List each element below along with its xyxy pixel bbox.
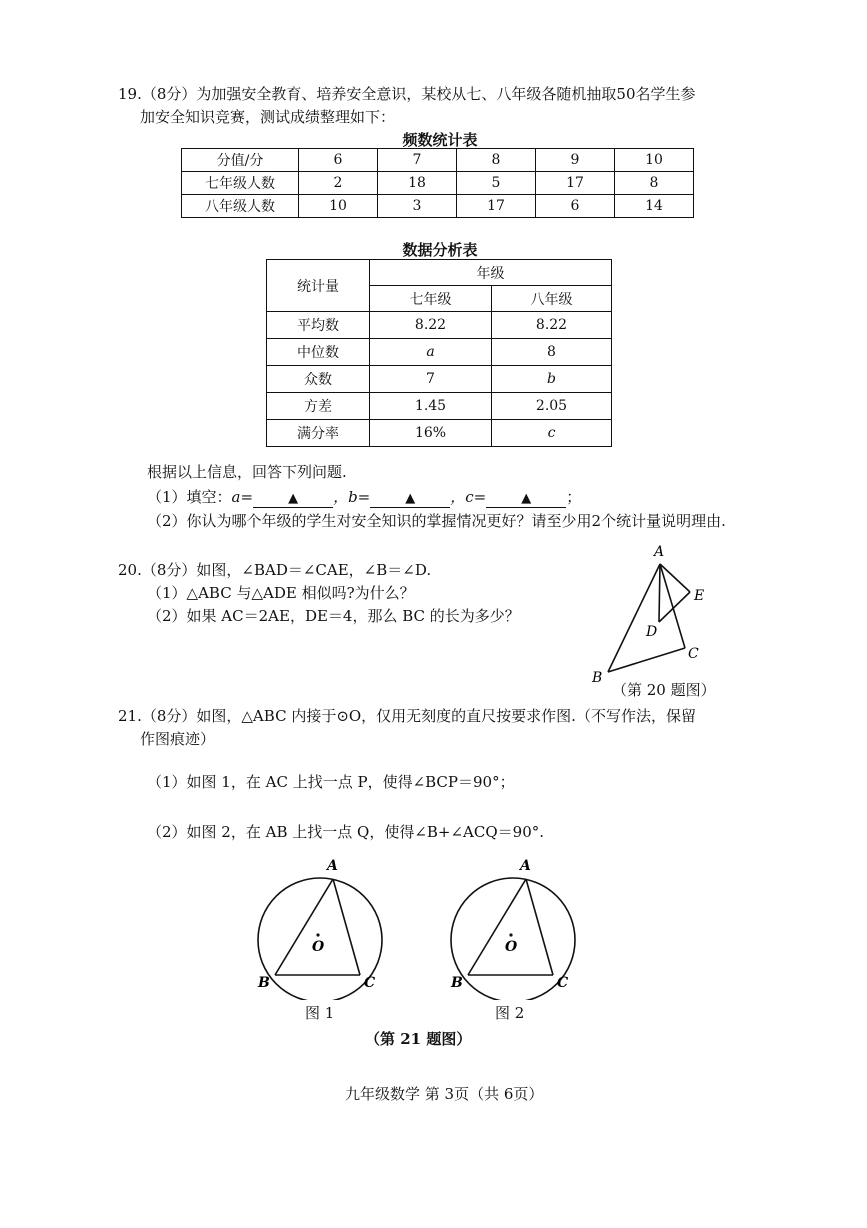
q20-line1: 20.（8分）如图，∠BAD＝∠CAE，∠B＝∠D. <box>118 561 432 579</box>
q20-caption: （第 20 题图） <box>612 681 716 699</box>
freq-cell: 八年级人数 <box>182 195 299 218</box>
q19-b-label: ，b= <box>333 488 371 506</box>
freq-header-cell: 分值/分 <box>182 149 299 172</box>
analysis-cell: 8.22 <box>370 312 492 339</box>
point-label-b-1: B <box>258 975 270 991</box>
point-label-a: A <box>654 544 665 560</box>
analysis-cell: 16% <box>370 420 492 447</box>
q19-line2: 加安全知识竞赛，测试成绩整理如下： <box>140 108 396 126</box>
freq-table-title: 频数统计表 <box>402 131 478 149</box>
freq-cell: 8 <box>615 172 694 195</box>
freq-header-cell: 10 <box>615 149 694 172</box>
q19-intro: 根据以上信息，回答下列问题. <box>147 463 347 481</box>
freq-header-cell: 8 <box>457 149 536 172</box>
point-label-b: B <box>592 670 603 686</box>
answer-blank-c[interactable]: ▲ <box>486 491 566 508</box>
freq-cell: 17 <box>457 195 536 218</box>
q21-part2: （2）如图 2，在 AB 上找一点 Q，使得∠B+∠ACQ＝90°. <box>147 823 545 841</box>
segment-ac-1 <box>333 879 360 975</box>
analysis-table-title: 数据分析表 <box>402 241 478 259</box>
freq-cell: 17 <box>536 172 615 195</box>
analysis-row <box>267 420 612 447</box>
segment-ab-1 <box>275 879 333 975</box>
analysis-cell: 7 <box>370 366 492 393</box>
answer-blank-b[interactable]: ▲ <box>370 491 450 508</box>
center-dot-1 <box>316 933 319 936</box>
point-label-o-1: O <box>312 939 325 955</box>
freq-header-cell: 9 <box>536 149 615 172</box>
q21-figure-2 <box>443 855 583 1000</box>
q19-c-label: ，c= <box>450 488 487 506</box>
freq-row-grade8 <box>182 195 694 218</box>
answer-blank-a[interactable]: ▲ <box>253 491 333 508</box>
analysis-cell: 中位数 <box>267 339 370 366</box>
point-label-d: D <box>646 624 658 640</box>
grade8-header: 八年级 <box>492 286 612 312</box>
q19-part1 <box>147 487 581 508</box>
freq-cell: 5 <box>457 172 536 195</box>
segment-bc <box>608 648 685 672</box>
analysis-cell: a <box>370 339 492 366</box>
freq-cell: 七年级人数 <box>182 172 299 195</box>
freq-cell: 18 <box>378 172 457 195</box>
point-label-b-2: B <box>451 975 463 991</box>
freq-header-cell: 7 <box>378 149 457 172</box>
point-label-c: C <box>688 646 699 662</box>
freq-cell: 14 <box>615 195 694 218</box>
analysis-row <box>267 312 612 339</box>
q20-part2: （2）如果 AC＝2AE，DE＝4，那么 BC 的长为多少？ <box>147 607 520 625</box>
grade-label-cell: 年级 <box>370 260 612 286</box>
freq-row-grade7 <box>182 172 694 195</box>
freq-header-row <box>182 149 694 172</box>
freq-cell: 3 <box>378 195 457 218</box>
stat-label-cell: 统计量 <box>267 260 370 312</box>
point-label-c-1: C <box>364 975 376 991</box>
q20-part1: （1）△ABC 与△ADE 相似吗?为什么？ <box>147 584 415 602</box>
analysis-cell: 满分率 <box>267 420 370 447</box>
analysis-header-row <box>267 260 612 286</box>
analysis-row <box>267 339 612 366</box>
segment-ab <box>608 564 660 672</box>
frequency-table <box>181 148 694 218</box>
analysis-cell: 8.22 <box>492 312 612 339</box>
q21-line2: 作图痕迹） <box>140 730 216 748</box>
grade7-header: 七年级 <box>370 286 492 312</box>
analysis-cell: 方差 <box>267 393 370 420</box>
freq-cell: 2 <box>299 172 378 195</box>
fig2-label: 图 2 <box>495 1004 525 1022</box>
center-dot-2 <box>509 933 512 936</box>
point-label-o-2: O <box>505 939 518 955</box>
analysis-cell: b <box>492 366 612 393</box>
point-label-a-2: A <box>520 858 531 874</box>
q19-part1-prefix: （1）填空： <box>147 488 232 506</box>
fig1-label: 图 1 <box>305 1004 335 1022</box>
segment-ac-2 <box>526 879 553 975</box>
point-label-e: E <box>694 588 705 604</box>
analysis-cell: 众数 <box>267 366 370 393</box>
q21-part1: （1）如图 1，在 AC 上找一点 P，使得∠BCP＝90°； <box>147 773 515 791</box>
analysis-cell: 1.45 <box>370 393 492 420</box>
segment-ab-2 <box>468 879 526 975</box>
q19-a-label: a= <box>231 488 254 506</box>
point-label-a-1: A <box>327 858 338 874</box>
analysis-cell: c <box>492 420 612 447</box>
q19-part1-end: ； <box>566 488 582 506</box>
freq-cell: 6 <box>536 195 615 218</box>
q20-triangle-figure <box>580 540 740 700</box>
analysis-row <box>267 366 612 393</box>
point-label-c-2: C <box>557 975 569 991</box>
q21-figure-1 <box>250 855 390 1000</box>
q19-line1: 19.（8分）为加强安全教育、培养安全意识，某校从七、八年级各随机抽取50名学生参 <box>118 85 696 103</box>
page-footer: 九年级数学 第 3页（共 6页） <box>345 1085 544 1103</box>
freq-header-cell: 6 <box>299 149 378 172</box>
segment-ad <box>659 564 660 622</box>
analysis-cell: 2.05 <box>492 393 612 420</box>
analysis-cell: 平均数 <box>267 312 370 339</box>
freq-cell: 10 <box>299 195 378 218</box>
analysis-cell: 8 <box>492 339 612 366</box>
q21-line1: 21.（8分）如图，△ABC 内接于⊙O，仅用无刻度的直尺按要求作图.（不写作法，保留 <box>118 707 696 725</box>
q19-part2: （2）你认为哪个年级的学生对安全知识的掌握情况更好？请至少用2个统计量说明理由. <box>147 512 726 530</box>
segment-de <box>659 592 690 622</box>
analysis-row <box>267 393 612 420</box>
analysis-table <box>266 259 612 447</box>
q21-caption: （第 21 题图） <box>365 1030 472 1048</box>
